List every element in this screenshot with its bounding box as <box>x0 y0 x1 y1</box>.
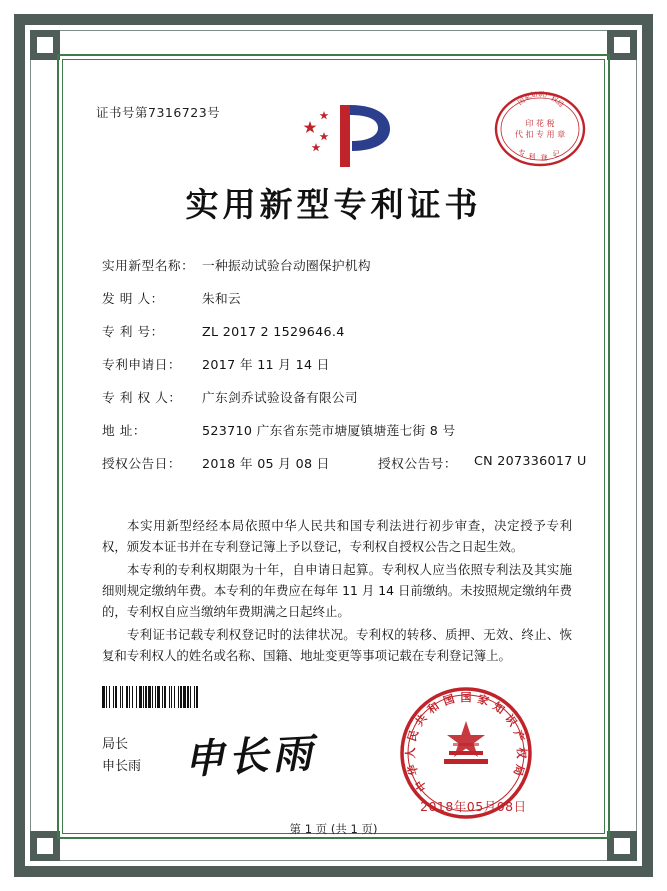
field-value: 朱和云 <box>202 291 242 306</box>
director-name-label: 申长雨 <box>102 759 142 774</box>
field-value: 2017 年 11 月 14 日 <box>202 357 330 372</box>
corner-ornament-top-left <box>30 30 60 60</box>
svg-text:知: 知 <box>490 699 507 717</box>
svg-text:利: 利 <box>528 153 536 161</box>
svg-text:识: 识 <box>537 90 545 99</box>
svg-text:产: 产 <box>543 91 553 101</box>
handwritten-signature: 申长雨 <box>183 729 318 784</box>
field-label: 专 利 号： <box>102 324 164 339</box>
field-value: 一种振动试验台动圈保护机构 <box>202 258 371 273</box>
field-row-patentee <box>102 387 572 420</box>
field-label: 地 址： <box>102 423 147 438</box>
corner-ornament-bottom-right <box>607 831 637 861</box>
svg-text:家: 家 <box>475 692 491 709</box>
legal-paragraph-1: 本实用新型经经本局依照中华人民共和国专利法进行初步审查，决定授予专利权，颁发本证书并在专利登记簿上予以登记，专利权自授权公告之日起生效。 <box>102 518 572 554</box>
svg-text:中: 中 <box>412 777 430 794</box>
svg-text:登: 登 <box>540 154 548 162</box>
field-value: 523710 广东省东莞市塘厦镇塘莲七街 8 号 <box>202 423 456 438</box>
svg-text:权: 权 <box>515 747 528 759</box>
field-row-application-date <box>102 354 572 387</box>
registration-special-seal <box>492 81 588 177</box>
corner-ornament-bottom-left <box>30 831 60 861</box>
svg-text:家: 家 <box>522 92 533 103</box>
svg-text:局: 局 <box>510 762 527 778</box>
field-row-grant-announcement <box>102 453 587 486</box>
field-row-address <box>102 420 572 453</box>
field-label: 实用新型名称： <box>102 258 195 273</box>
svg-text:识: 识 <box>502 712 520 729</box>
svg-text:知: 知 <box>529 90 539 100</box>
field-list <box>102 255 587 486</box>
svg-text:共: 共 <box>412 712 430 729</box>
svg-text:和: 和 <box>425 699 442 717</box>
svg-text:局: 局 <box>554 98 565 110</box>
field-value: 2018 年 05 月 08 日 <box>202 456 330 471</box>
certificate-number: 证书号第7316723号 <box>96 105 221 120</box>
svg-text:国: 国 <box>516 96 527 107</box>
field-label: 专 利 权 人： <box>102 390 182 405</box>
svg-text:专: 专 <box>518 149 526 157</box>
legal-paragraph-3: 专利证书记载专利权登记时的法律状况。专利权的转移、质押、无效、终止、恢复和专利权人的姓名或名称、国籍、地址变更等事项记载在专利登记簿上。 <box>102 627 572 663</box>
barcode <box>102 686 288 708</box>
svg-text:印 花 税: 印 花 税 <box>525 119 555 128</box>
field-label: 发 明 人： <box>102 291 164 306</box>
cnipa-patent-logo <box>300 99 392 171</box>
corner-ornament-top-right <box>607 30 637 60</box>
svg-text:代 扣 专 用 章: 代 扣 专 用 章 <box>514 130 566 139</box>
signature-block <box>102 734 141 778</box>
svg-text:记: 记 <box>552 150 560 158</box>
field-label: 专利申请日： <box>102 357 182 372</box>
svg-text:人: 人 <box>404 747 417 759</box>
svg-text:产: 产 <box>510 728 527 744</box>
field-value: 广东剑乔试验设备有限公司 <box>202 390 358 405</box>
field-row-utility-model-name <box>102 255 572 288</box>
field-value: ZL 2017 2 1529646.4 <box>202 324 345 339</box>
page-title: 实用新型专利证书 <box>185 185 482 224</box>
page-footer: 第 1 页 (共 1 页) <box>289 822 378 836</box>
field-label-secondary: 授权公告号： <box>378 456 458 471</box>
field-row-inventor <box>102 288 572 321</box>
svg-text:华: 华 <box>405 762 422 778</box>
field-label: 授权公告日： <box>102 456 182 471</box>
seal-date: 2018年05月08日 <box>420 799 527 814</box>
svg-text:民: 民 <box>405 728 422 744</box>
certificate-content <box>62 59 605 834</box>
legal-paragraph-2: 本专利的专利权期限为十年，自申请日起算。专利权人应当依照专利法及其实施细则规定缴纳年费。本专利的年费应在每年 11 月 14 日前缴纳。未按照规定缴纳年费的，专利权自应当缴纳年费期满之日起终止。 <box>102 562 572 619</box>
field-row-patent-number <box>102 321 572 354</box>
svg-text:国: 国 <box>441 692 457 709</box>
svg-text:国: 国 <box>460 691 472 704</box>
field-value-secondary: CN 207336017 U <box>474 453 587 468</box>
svg-text:权: 权 <box>549 94 560 105</box>
director-title-label: 局长 <box>102 737 129 752</box>
legal-text <box>102 515 572 668</box>
